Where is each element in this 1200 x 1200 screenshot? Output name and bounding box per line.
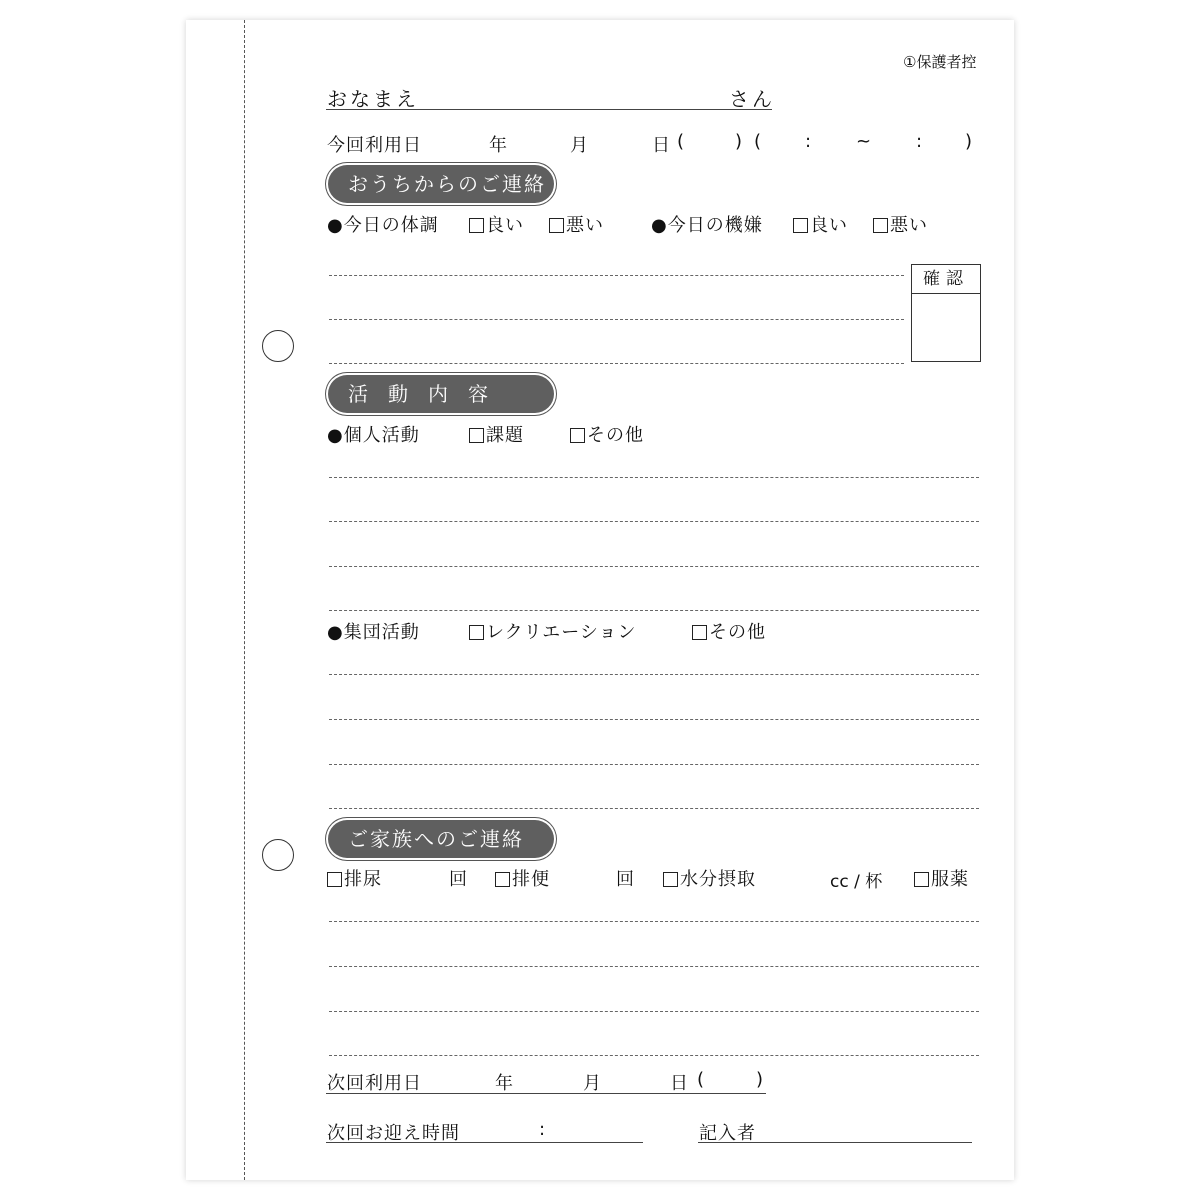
group-note-line[interactable] — [329, 808, 979, 809]
water-unit: cc / 杯 — [830, 872, 883, 892]
checkbox-icon — [914, 872, 929, 887]
checkbox-icon — [692, 625, 707, 640]
checkbox-icon — [570, 428, 585, 443]
group-note-line[interactable] — [329, 674, 979, 675]
perforation-line — [244, 20, 245, 1180]
name-suffix: さん — [729, 87, 775, 111]
usage-date-label: 今回利用日 — [327, 135, 422, 156]
group-other-checkbox[interactable]: その他 — [692, 618, 766, 644]
family-note-line[interactable] — [329, 966, 979, 967]
individual-note-line[interactable] — [329, 610, 979, 611]
usage-month: 月 — [570, 135, 589, 156]
individual-task-checkbox[interactable]: 課題 — [469, 421, 524, 447]
checkbox-icon — [793, 218, 808, 233]
group-note-line[interactable] — [329, 764, 979, 765]
checkbox-icon — [327, 872, 342, 887]
checkbox-icon — [663, 872, 678, 887]
home-note-line[interactable] — [329, 319, 904, 320]
next-date-day: 日 — [670, 1073, 689, 1094]
home-note-line[interactable] — [329, 363, 904, 364]
binder-hole-bottom — [262, 839, 294, 871]
urination-unit: 回 — [449, 869, 468, 890]
individual-note-line[interactable] — [329, 477, 979, 478]
condition-label: ●今日の体調 — [327, 215, 439, 236]
group-recreation-checkbox[interactable]: レクリエーション — [469, 618, 637, 644]
name-field[interactable] — [326, 109, 772, 110]
form-sheet — [186, 20, 1014, 1180]
binder-hole-top — [262, 330, 294, 362]
pickup-time-field[interactable] — [326, 1142, 643, 1143]
next-date-month: 月 — [583, 1073, 602, 1094]
checkbox-icon — [495, 872, 510, 887]
usage-time-paren-open: ( — [754, 131, 763, 152]
medication-checkbox[interactable]: 服薬 — [914, 865, 969, 891]
usage-time-colon-start: : — [805, 131, 813, 152]
checkbox-icon — [549, 218, 564, 233]
confirm-stamp-box[interactable] — [911, 264, 981, 362]
usage-day: 日 — [652, 135, 671, 156]
individual-note-line[interactable] — [329, 566, 979, 567]
mood-label: ●今日の機嫌 — [651, 215, 763, 236]
group-note-line[interactable] — [329, 719, 979, 720]
pickup-time-label: 次回お迎え時間 — [327, 1123, 460, 1144]
defecation-checkbox[interactable]: 排便 — [495, 865, 550, 891]
checkbox-icon — [469, 428, 484, 443]
next-date-label: 次回利用日 — [327, 1073, 422, 1094]
condition-good-checkbox[interactable]: 良い — [469, 211, 524, 237]
urination-checkbox[interactable]: 排尿 — [327, 865, 382, 891]
pickup-time-colon: : — [539, 1119, 547, 1140]
mood-good-checkbox[interactable]: 良い — [793, 211, 848, 237]
next-date-year: 年 — [495, 1073, 514, 1094]
group-activity-label: ●集団活動 — [327, 622, 420, 643]
individual-activity-label: ●個人活動 — [327, 425, 420, 446]
usage-time-colon-end: : — [916, 131, 924, 152]
water-intake-checkbox[interactable]: 水分摂取 — [663, 865, 756, 891]
usage-paren-open: ( — [677, 131, 686, 152]
writer-label: 記入者 — [699, 1123, 756, 1144]
checkbox-icon — [469, 625, 484, 640]
usage-year: 年 — [489, 135, 508, 156]
usage-time-tilde: ~ — [856, 131, 873, 152]
activity-heading: 活 動 内 容 — [328, 375, 554, 413]
home-note-line[interactable] — [329, 275, 904, 276]
usage-paren-close: ) — [735, 131, 744, 152]
next-date-field[interactable] — [326, 1093, 766, 1094]
next-date-paren-open: ( — [697, 1069, 706, 1090]
checkbox-icon — [873, 218, 888, 233]
checkbox-icon — [469, 218, 484, 233]
copy-label: ①保護者控 — [903, 53, 977, 71]
confirm-label: 確認 — [912, 265, 980, 294]
individual-other-checkbox[interactable]: その他 — [570, 421, 644, 447]
home-contact-heading: おうちからのご連絡 — [328, 165, 554, 203]
next-date-paren-close: ) — [756, 1069, 765, 1090]
individual-note-line[interactable] — [329, 521, 979, 522]
name-label: おなまえ — [327, 87, 419, 111]
defecation-unit: 回 — [616, 869, 635, 890]
family-note-line[interactable] — [329, 1011, 979, 1012]
family-contact-heading: ご家族へのご連絡 — [328, 820, 554, 858]
family-note-line[interactable] — [329, 1055, 979, 1056]
writer-field[interactable] — [698, 1142, 972, 1143]
mood-bad-checkbox[interactable]: 悪い — [873, 211, 928, 237]
family-note-line[interactable] — [329, 921, 979, 922]
condition-bad-checkbox[interactable]: 悪い — [549, 211, 604, 237]
usage-time-paren-close: ) — [965, 131, 974, 152]
